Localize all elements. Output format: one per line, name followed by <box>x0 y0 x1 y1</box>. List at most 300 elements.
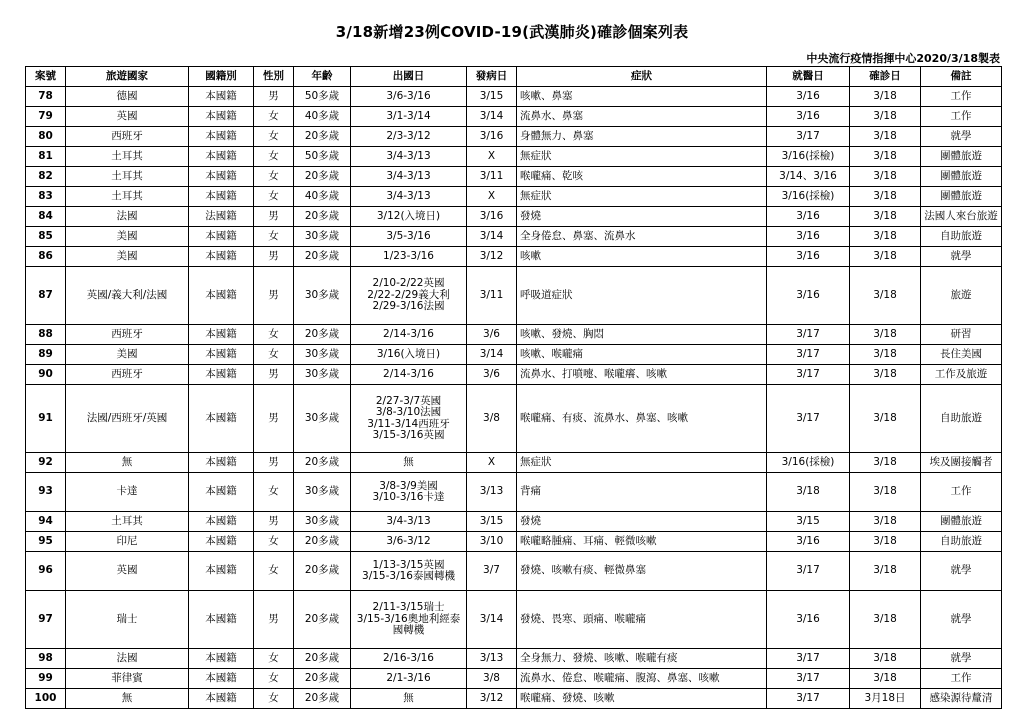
cell-visit-date: 3/16 <box>767 247 850 267</box>
cell-sex: 女 <box>254 325 294 345</box>
cell-nationality: 本國籍 <box>189 552 254 591</box>
table-row <box>26 512 1002 532</box>
cell-case-id: 97 <box>26 591 66 649</box>
table-row <box>26 473 1002 512</box>
cell-exit-date <box>351 267 467 325</box>
table-row <box>26 107 1002 127</box>
cell-travel-country: 法國 <box>66 649 189 669</box>
cell-onset-date: 3/8 <box>467 669 517 689</box>
cell-sex: 女 <box>254 552 294 591</box>
table-row <box>26 87 1002 107</box>
cell-exit-date <box>351 552 467 591</box>
cell-confirm-date: 3/18 <box>850 532 921 552</box>
cell-travel-country: 美國 <box>66 247 189 267</box>
cell-case-id: 80 <box>26 127 66 147</box>
cell-visit-date: 3/16 <box>767 87 850 107</box>
cell-exit-date <box>351 207 467 227</box>
exit-date-line: 3/15-3/16英國 <box>372 429 445 441</box>
cell-exit-date <box>351 147 467 167</box>
cell-travel-country: 卡達 <box>66 473 189 512</box>
cell-sex: 男 <box>254 365 294 385</box>
cell-notes: 團體旅遊 <box>921 167 1002 187</box>
cell-notes: 工作及旅遊 <box>921 365 1002 385</box>
cell-sex: 男 <box>254 385 294 453</box>
page-title: 3/18新增23例COVID-19(武漢肺炎)確診個案列表 <box>335 23 689 41</box>
cell-onset-date: 3/6 <box>467 365 517 385</box>
exit-date-line: 3/11-3/14西班牙 <box>367 417 450 430</box>
cell-exit-date <box>351 247 467 267</box>
cell-visit-date: 3/16 <box>767 591 850 649</box>
cell-travel-country: 法國/西班牙/英國 <box>66 385 189 453</box>
cell-exit-date <box>351 385 467 453</box>
cell-nationality: 本國籍 <box>189 127 254 147</box>
cell-symptoms: 身體無力、鼻塞 <box>517 127 767 147</box>
cell-travel-country: 德國 <box>66 87 189 107</box>
table-row <box>26 689 1002 709</box>
exit-date-line: 3/5-3/16 <box>386 229 431 242</box>
header-sex: 性別 <box>254 67 294 87</box>
cell-nationality: 法國籍 <box>189 207 254 227</box>
cell-case-id: 87 <box>26 267 66 325</box>
exit-date-line: 1/23-3/16 <box>383 249 434 262</box>
cell-onset-date: 3/15 <box>467 512 517 532</box>
cell-age: 30多歲 <box>294 227 351 247</box>
cell-case-id: 95 <box>26 532 66 552</box>
exit-date-line: 國轉機 <box>392 624 425 637</box>
cell-notes: 就學 <box>921 591 1002 649</box>
cell-sex: 女 <box>254 107 294 127</box>
cell-sex: 女 <box>254 669 294 689</box>
cell-exit-date <box>351 591 467 649</box>
cell-symptoms: 發燒 <box>517 512 767 532</box>
cell-notes: 法國人來台旅遊 <box>921 207 1002 227</box>
cell-confirm-date: 3/18 <box>850 453 921 473</box>
cell-case-id: 84 <box>26 207 66 227</box>
exit-date-line: 3/4-3/13 <box>386 149 431 162</box>
cell-travel-country: 瑞士 <box>66 591 189 649</box>
cell-case-id: 92 <box>26 453 66 473</box>
cell-onset-date: 3/15 <box>467 87 517 107</box>
cell-nationality: 本國籍 <box>189 247 254 267</box>
header-onset-date: 發病日 <box>467 67 517 87</box>
cell-confirm-date: 3/18 <box>850 345 921 365</box>
cell-travel-country: 西班牙 <box>66 365 189 385</box>
cell-symptoms: 咳嗽 <box>517 247 767 267</box>
cell-symptoms: 發燒、畏寒、頭痛、喉嚨痛 <box>517 591 767 649</box>
header-confirm-date: 確診日 <box>850 67 921 87</box>
cell-exit-date <box>351 532 467 552</box>
table-row <box>26 267 1002 325</box>
table-row <box>26 147 1002 167</box>
cell-age: 30多歲 <box>294 267 351 325</box>
exit-date-line: 3/12(入境日) <box>376 209 441 222</box>
cell-nationality: 本國籍 <box>189 107 254 127</box>
cell-visit-date: 3/16 <box>767 267 850 325</box>
cell-sex: 女 <box>254 689 294 709</box>
cell-travel-country: 法國 <box>66 207 189 227</box>
table-body <box>26 87 1002 709</box>
cell-confirm-date: 3/18 <box>850 167 921 187</box>
cell-symptoms: 喉嚨略腫痛、耳痛、輕微咳嗽 <box>517 532 767 552</box>
table-row <box>26 207 1002 227</box>
table-row <box>26 187 1002 207</box>
cell-notes: 團體旅遊 <box>921 147 1002 167</box>
cell-notes: 感染源待釐清 <box>921 689 1002 709</box>
exit-date-line: 3/15-3/16泰國轉機 <box>362 570 455 582</box>
cell-symptoms: 流鼻水、倦怠、喉嚨痛、腹瀉、鼻塞、咳嗽 <box>517 669 767 689</box>
cell-case-id: 91 <box>26 385 66 453</box>
cell-nationality: 本國籍 <box>189 689 254 709</box>
cell-case-id: 90 <box>26 365 66 385</box>
cell-travel-country: 西班牙 <box>66 325 189 345</box>
cell-sex: 女 <box>254 532 294 552</box>
cell-visit-date: 3/17 <box>767 649 850 669</box>
table-row <box>26 167 1002 187</box>
cell-confirm-date: 3/18 <box>850 385 921 453</box>
exit-date-line: 3/8-3/10法國 <box>375 406 442 418</box>
cell-visit-date: 3/17 <box>767 552 850 591</box>
cell-exit-date <box>351 325 467 345</box>
cell-visit-date: 3/17 <box>767 385 850 453</box>
cell-nationality: 本國籍 <box>189 87 254 107</box>
cell-exit-date <box>351 227 467 247</box>
cell-onset-date: 3/14 <box>467 227 517 247</box>
cell-travel-country: 西班牙 <box>66 127 189 147</box>
cell-case-id: 98 <box>26 649 66 669</box>
cell-age: 30多歲 <box>294 365 351 385</box>
exit-date-line: 3/6-3/16 <box>386 89 431 102</box>
cell-exit-date <box>351 689 467 709</box>
cell-notes: 長住美國 <box>921 345 1002 365</box>
header-exit-date: 出國日 <box>351 67 467 87</box>
cell-age: 50多歲 <box>294 147 351 167</box>
cell-onset-date: 3/7 <box>467 552 517 591</box>
cell-confirm-date: 3/18 <box>850 127 921 147</box>
cell-nationality: 本國籍 <box>189 365 254 385</box>
cell-age: 40多歲 <box>294 187 351 207</box>
cell-travel-country: 土耳其 <box>66 147 189 167</box>
cell-exit-date <box>351 167 467 187</box>
cell-sex: 女 <box>254 227 294 247</box>
cell-symptoms: 喉嚨痛、有痰、流鼻水、鼻塞、咳嗽 <box>517 385 767 453</box>
cell-notes: 就學 <box>921 649 1002 669</box>
exit-date-line: 2/3-3/12 <box>386 129 431 142</box>
cell-visit-date: 3/16 <box>767 107 850 127</box>
cell-age: 20多歲 <box>294 649 351 669</box>
cell-onset-date: 3/11 <box>467 267 517 325</box>
table-row <box>26 247 1002 267</box>
cell-travel-country: 土耳其 <box>66 167 189 187</box>
cell-confirm-date: 3/18 <box>850 473 921 512</box>
cell-nationality: 本國籍 <box>189 187 254 207</box>
exit-date-line: 3/4-3/13 <box>386 514 431 527</box>
cell-confirm-date: 3/18 <box>850 591 921 649</box>
cell-exit-date <box>351 107 467 127</box>
cell-symptoms: 流鼻水、鼻塞 <box>517 107 767 127</box>
cell-symptoms: 咳嗽、發燒、胸悶 <box>517 325 767 345</box>
table-row <box>26 365 1002 385</box>
table-row <box>26 669 1002 689</box>
cell-confirm-date: 3/18 <box>850 87 921 107</box>
cell-symptoms: 無症狀 <box>517 187 767 207</box>
cell-symptoms: 喉嚨痛、乾咳 <box>517 167 767 187</box>
cell-nationality: 本國籍 <box>189 147 254 167</box>
cell-exit-date <box>351 473 467 512</box>
exit-date-line: 2/22-2/29義大利 <box>367 288 450 301</box>
cell-symptoms: 全身倦怠、鼻塞、流鼻水 <box>517 227 767 247</box>
exit-date-line: 2/14-3/16 <box>383 367 434 380</box>
cell-age: 20多歲 <box>294 532 351 552</box>
cell-visit-date: 3/16 <box>767 207 850 227</box>
cell-exit-date <box>351 669 467 689</box>
cell-onset-date: 3/14 <box>467 107 517 127</box>
exit-date-line: 2/29-3/16法國 <box>372 300 445 313</box>
header-travel-country: 旅遊國家 <box>66 67 189 87</box>
exit-date-line: 無 <box>403 691 414 704</box>
cell-nationality: 本國籍 <box>189 385 254 453</box>
header-notes: 備註 <box>921 67 1002 87</box>
cell-onset-date: 3/12 <box>467 689 517 709</box>
cell-case-id: 86 <box>26 247 66 267</box>
cell-case-id: 100 <box>26 689 66 709</box>
cell-onset-date: X <box>467 453 517 473</box>
cell-case-id: 85 <box>26 227 66 247</box>
cell-travel-country: 英國 <box>66 107 189 127</box>
cell-onset-date: 3/13 <box>467 649 517 669</box>
cell-case-id: 89 <box>26 345 66 365</box>
header-nationality: 國籍別 <box>189 67 254 87</box>
header-case-id: 案號 <box>26 67 66 87</box>
cell-travel-country: 無 <box>66 453 189 473</box>
cell-symptoms: 呼吸道症狀 <box>517 267 767 325</box>
exit-date-line: 2/1-3/16 <box>386 671 431 684</box>
cell-travel-country: 土耳其 <box>66 512 189 532</box>
exit-date-line: 2/27-3/7英國 <box>375 394 442 407</box>
cell-case-id: 81 <box>26 147 66 167</box>
cell-age: 30多歲 <box>294 473 351 512</box>
table-row <box>26 591 1002 649</box>
header-visit-date: 就醫日 <box>767 67 850 87</box>
cell-onset-date: 3/13 <box>467 473 517 512</box>
cell-confirm-date: 3/18 <box>850 247 921 267</box>
table-row <box>26 532 1002 552</box>
exit-date-line: 2/14-3/16 <box>383 327 434 340</box>
cell-symptoms: 喉嚨痛、發燒、咳嗽 <box>517 689 767 709</box>
cell-notes: 就學 <box>921 552 1002 591</box>
cell-nationality: 本國籍 <box>189 591 254 649</box>
cell-age: 30多歲 <box>294 385 351 453</box>
cell-nationality: 本國籍 <box>189 532 254 552</box>
cell-confirm-date: 3/18 <box>850 325 921 345</box>
cell-visit-date: 3/18 <box>767 473 850 512</box>
table-row <box>26 325 1002 345</box>
cell-notes: 就學 <box>921 127 1002 147</box>
exit-date-line: 3/15-3/16奧地利經泰 <box>356 612 461 625</box>
cell-exit-date <box>351 365 467 385</box>
cell-onset-date: 3/16 <box>467 127 517 147</box>
cell-confirm-date: 3/18 <box>850 552 921 591</box>
cell-notes: 研習 <box>921 325 1002 345</box>
cell-travel-country: 土耳其 <box>66 187 189 207</box>
cell-onset-date: X <box>467 147 517 167</box>
cell-notes: 團體旅遊 <box>921 512 1002 532</box>
table-source-note: 中央流行疫情指揮中心2020/3/18製表 <box>806 52 1000 65</box>
cell-case-id: 93 <box>26 473 66 512</box>
cell-sex: 男 <box>254 453 294 473</box>
cell-visit-date: 3/17 <box>767 669 850 689</box>
cell-symptoms: 全身無力、發燒、咳嗽、喉嚨有痰 <box>517 649 767 669</box>
cell-symptoms: 背痛 <box>517 473 767 512</box>
cell-sex: 女 <box>254 649 294 669</box>
table-row <box>26 649 1002 669</box>
cell-sex: 女 <box>254 473 294 512</box>
cell-nationality: 本國籍 <box>189 325 254 345</box>
cell-onset-date: X <box>467 187 517 207</box>
cell-sex: 女 <box>254 187 294 207</box>
cell-visit-date: 3/17 <box>767 365 850 385</box>
table-row <box>26 552 1002 591</box>
cell-nationality: 本國籍 <box>189 345 254 365</box>
cell-age: 20多歲 <box>294 127 351 147</box>
cell-exit-date <box>351 87 467 107</box>
cell-onset-date: 3/16 <box>467 207 517 227</box>
cell-sex: 男 <box>254 247 294 267</box>
cell-sex: 女 <box>254 345 294 365</box>
exit-date-line: 1/13-3/15英國 <box>372 558 445 571</box>
cell-confirm-date: 3/18 <box>850 512 921 532</box>
cell-case-id: 79 <box>26 107 66 127</box>
exit-date-line: 無 <box>403 455 414 468</box>
cell-age: 30多歲 <box>294 512 351 532</box>
cell-nationality: 本國籍 <box>189 453 254 473</box>
case-table <box>25 66 1002 709</box>
cell-travel-country: 美國 <box>66 227 189 247</box>
table-row <box>26 345 1002 365</box>
cell-exit-date <box>351 453 467 473</box>
cell-notes: 工作 <box>921 473 1002 512</box>
cell-exit-date <box>351 512 467 532</box>
cell-confirm-date: 3/18 <box>850 227 921 247</box>
cell-visit-date: 3/17 <box>767 689 850 709</box>
cell-sex: 女 <box>254 127 294 147</box>
cell-age: 20多歲 <box>294 247 351 267</box>
cell-nationality: 本國籍 <box>189 649 254 669</box>
cell-notes: 團體旅遊 <box>921 187 1002 207</box>
cell-age: 30多歲 <box>294 345 351 365</box>
cell-age: 40多歲 <box>294 107 351 127</box>
exit-date-line: 3/10-3/16卡達 <box>372 491 445 503</box>
cell-travel-country: 無 <box>66 689 189 709</box>
cell-symptoms: 咳嗽、喉嚨痛 <box>517 345 767 365</box>
cell-nationality: 本國籍 <box>189 267 254 325</box>
cell-travel-country: 英國 <box>66 552 189 591</box>
cell-age: 20多歲 <box>294 591 351 649</box>
cell-travel-country: 印尼 <box>66 532 189 552</box>
cell-visit-date: 3/17 <box>767 325 850 345</box>
cell-sex: 男 <box>254 207 294 227</box>
cell-confirm-date: 3/18 <box>850 107 921 127</box>
cell-confirm-date: 3/18 <box>850 147 921 167</box>
cell-onset-date: 3/12 <box>467 247 517 267</box>
exit-date-line: 3/1-3/14 <box>386 109 431 122</box>
cell-case-id: 99 <box>26 669 66 689</box>
cell-confirm-date: 3/18 <box>850 267 921 325</box>
cell-visit-date: 3/16(採檢) <box>767 147 850 167</box>
cell-notes: 埃及團接觸者 <box>921 453 1002 473</box>
cell-notes: 工作 <box>921 107 1002 127</box>
cell-notes: 就學 <box>921 247 1002 267</box>
cell-exit-date <box>351 187 467 207</box>
cell-case-id: 88 <box>26 325 66 345</box>
cell-age: 20多歲 <box>294 552 351 591</box>
cell-notes: 工作 <box>921 669 1002 689</box>
cell-age: 20多歲 <box>294 453 351 473</box>
cell-case-id: 78 <box>26 87 66 107</box>
cell-symptoms: 發燒、咳嗽有痰、輕微鼻塞 <box>517 552 767 591</box>
exit-date-line: 3/4-3/13 <box>386 189 431 202</box>
table-header-row <box>26 67 1002 87</box>
cell-nationality: 本國籍 <box>189 669 254 689</box>
cell-travel-country: 菲律賓 <box>66 669 189 689</box>
cell-travel-country: 英國/義大利/法國 <box>66 267 189 325</box>
cell-case-id: 94 <box>26 512 66 532</box>
header-symptoms: 症狀 <box>517 67 767 87</box>
cell-case-id: 96 <box>26 552 66 591</box>
cell-nationality: 本國籍 <box>189 512 254 532</box>
cell-sex: 女 <box>254 167 294 187</box>
cell-visit-date: 3/16(採檢) <box>767 187 850 207</box>
cell-onset-date: 3/11 <box>467 167 517 187</box>
cell-age: 50多歲 <box>294 87 351 107</box>
cell-symptoms: 流鼻水、打噴嚏、喉嚨癢、咳嗽 <box>517 365 767 385</box>
cell-confirm-date: 3/18 <box>850 669 921 689</box>
cell-symptoms: 無症狀 <box>517 147 767 167</box>
exit-date-line: 2/16-3/16 <box>383 651 434 664</box>
cell-symptoms: 發燒 <box>517 207 767 227</box>
exit-date-line: 3/16(入境日) <box>376 347 441 360</box>
cell-confirm-date: 3/18 <box>850 207 921 227</box>
cell-sex: 男 <box>254 512 294 532</box>
cell-onset-date: 3/14 <box>467 591 517 649</box>
cell-notes: 自助旅遊 <box>921 385 1002 453</box>
cell-onset-date: 3/8 <box>467 385 517 453</box>
cell-exit-date <box>351 345 467 365</box>
cell-visit-date: 3/17 <box>767 345 850 365</box>
cell-visit-date: 3/14、3/16 <box>767 167 850 187</box>
cell-onset-date: 3/10 <box>467 532 517 552</box>
exit-date-line: 3/4-3/13 <box>386 169 431 182</box>
cell-exit-date <box>351 127 467 147</box>
exit-date-line: 2/11-3/15瑞士 <box>372 601 445 614</box>
cell-notes: 自助旅遊 <box>921 532 1002 552</box>
cell-age: 20多歲 <box>294 325 351 345</box>
table-row <box>26 227 1002 247</box>
exit-date-line: 2/10-2/22英國 <box>372 277 445 290</box>
cell-visit-date: 3/16(採檢) <box>767 453 850 473</box>
cell-confirm-date: 3月18日 <box>850 689 921 709</box>
cell-notes: 自助旅遊 <box>921 227 1002 247</box>
cell-nationality: 本國籍 <box>189 227 254 247</box>
cell-exit-date <box>351 649 467 669</box>
table-row <box>26 453 1002 473</box>
cell-sex: 男 <box>254 87 294 107</box>
cell-visit-date: 3/16 <box>767 532 850 552</box>
cell-age: 20多歲 <box>294 689 351 709</box>
cell-sex: 男 <box>254 591 294 649</box>
cell-nationality: 本國籍 <box>189 473 254 512</box>
cell-visit-date: 3/16 <box>767 227 850 247</box>
cell-notes: 旅遊 <box>921 267 1002 325</box>
